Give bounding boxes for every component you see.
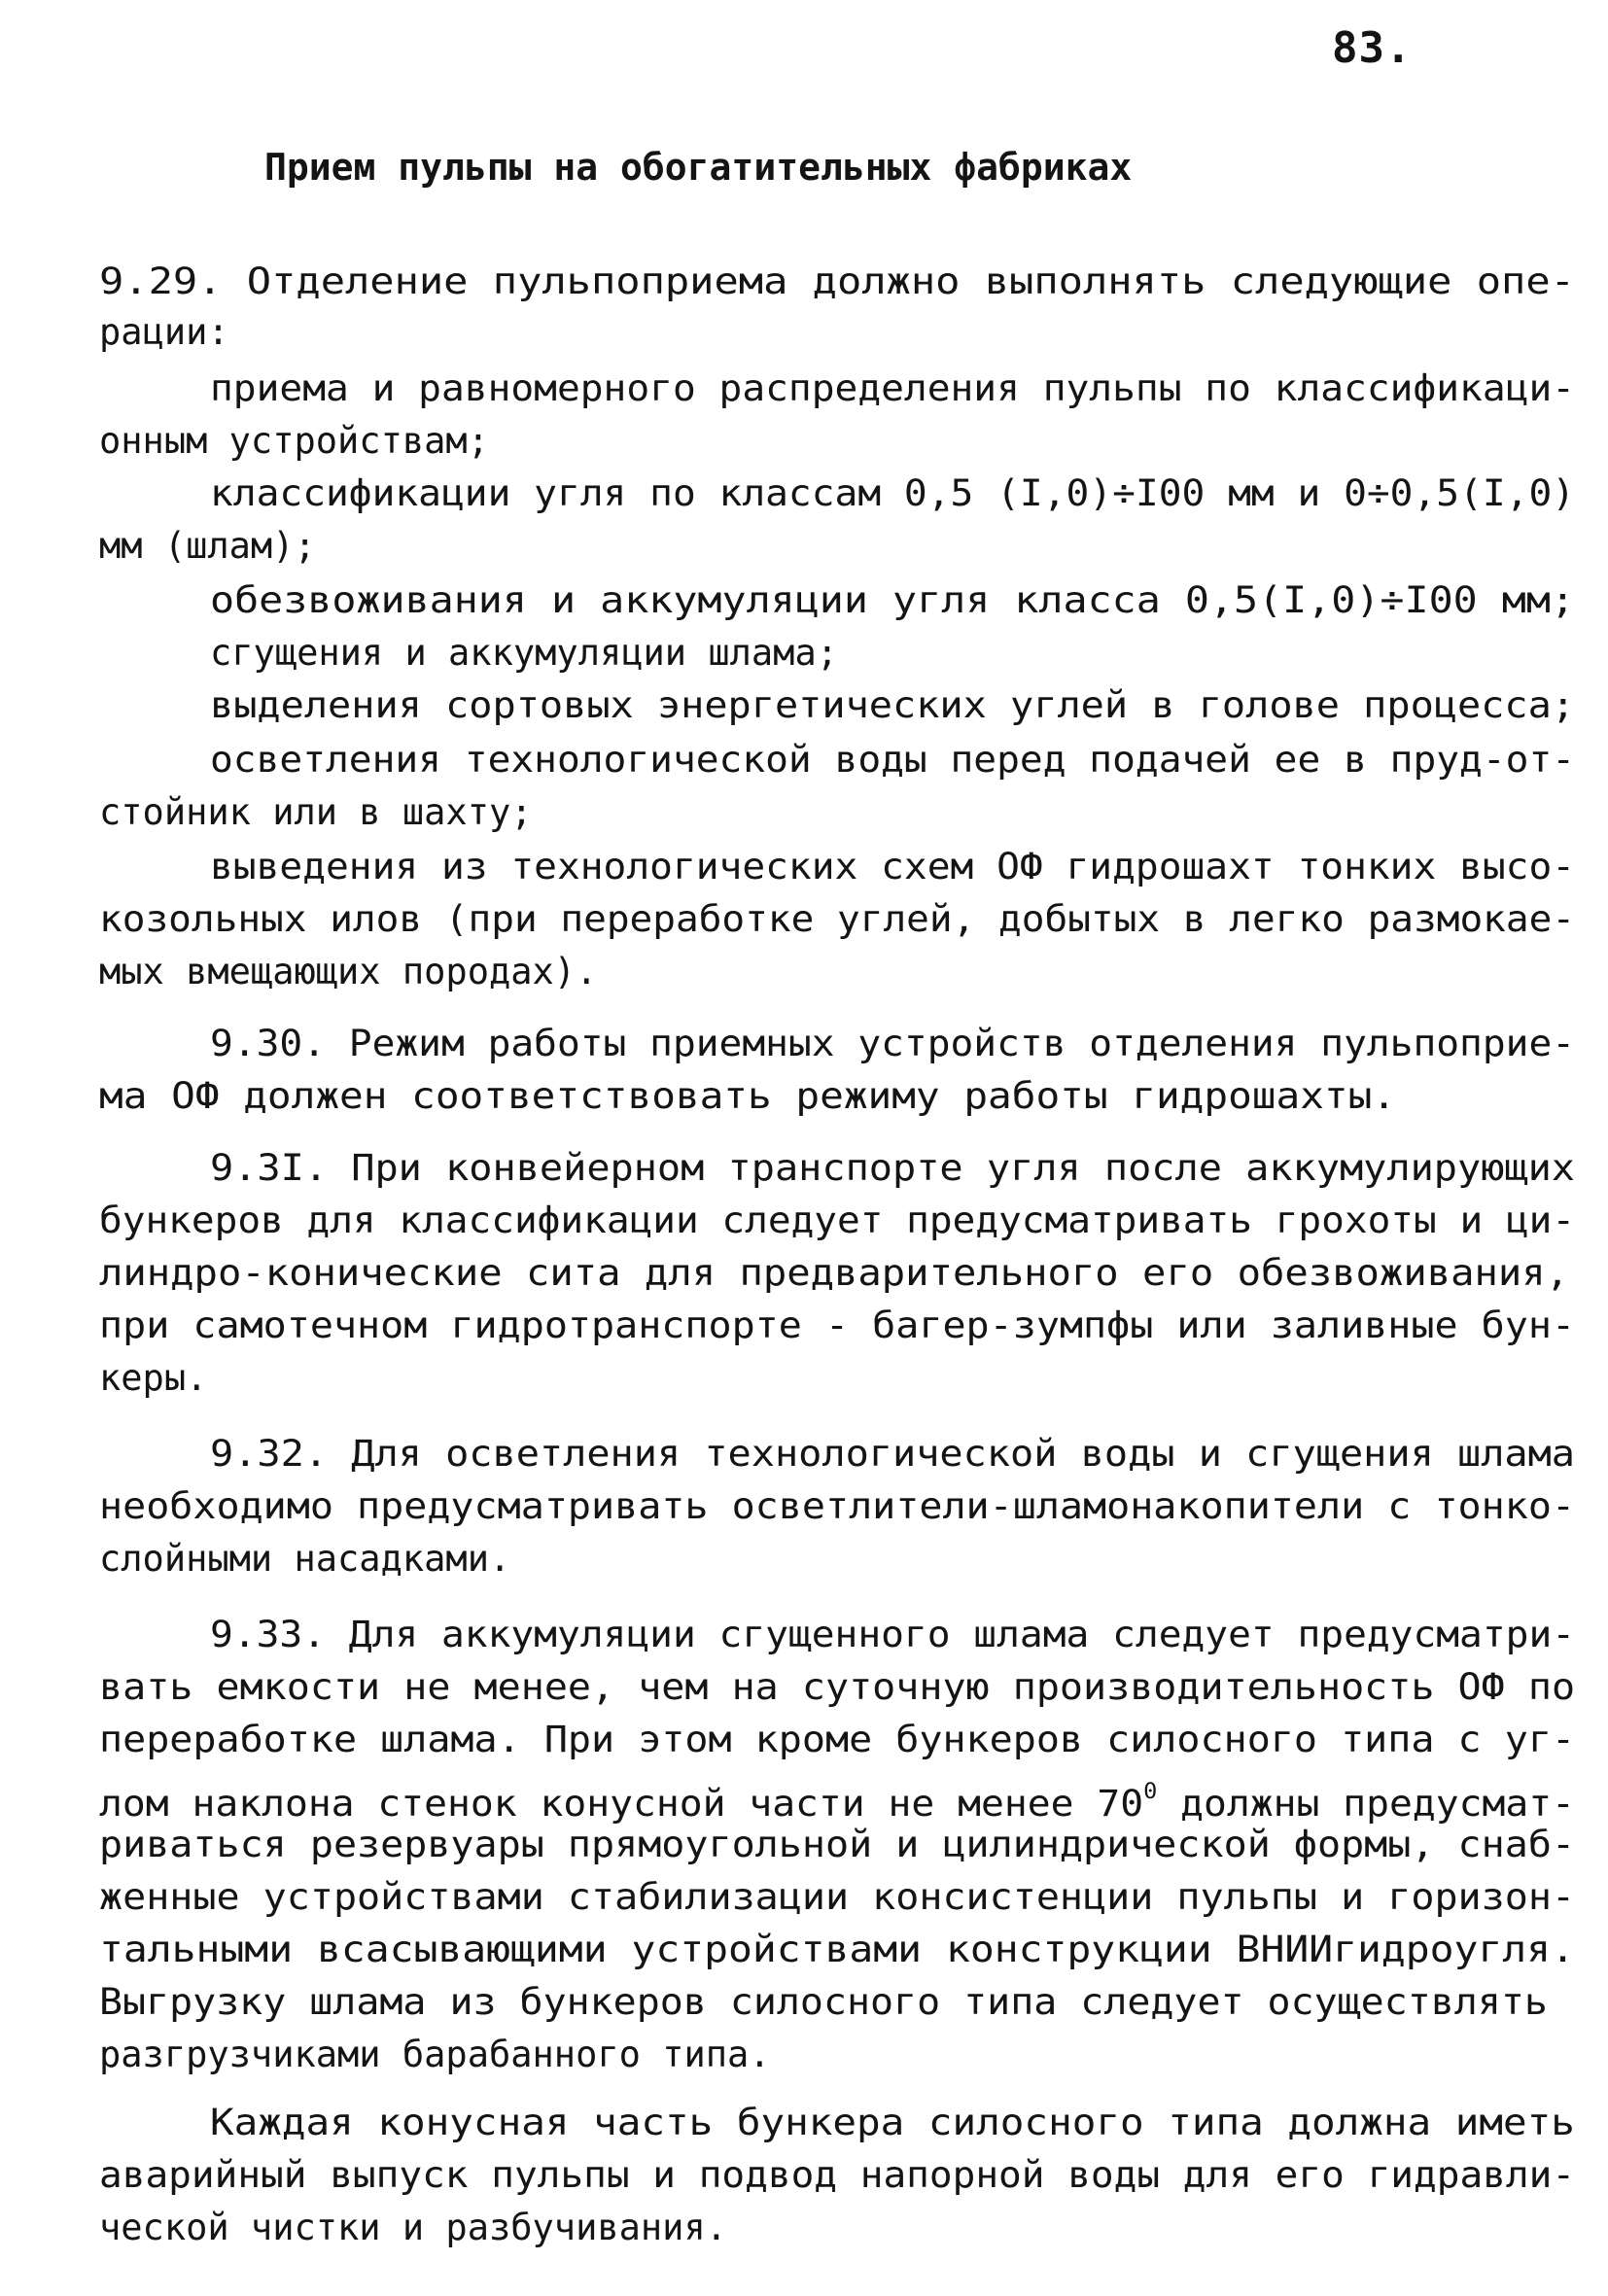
text-segment: должны предусмат- <box>1157 1783 1575 1825</box>
text-line: стойник или в шахту; <box>99 791 533 833</box>
text-line: керы. <box>99 1357 208 1399</box>
text-line: 9.30. Режим работы приемных устройств отделения пульпоприе- <box>210 1023 1576 1064</box>
text-line: классификации угля по классам 0,5 (I,0)÷I00 мм и 0÷0,5(I,0) <box>210 472 1576 514</box>
text-line: приема и равномерного распределения пульпы по классификаци- <box>210 367 1576 409</box>
text-line: тальными всасывающими устройствами конструкции ВНИИгидроугля. <box>99 1929 1575 1970</box>
text-segment: лом наклона стенок конусной части не менее 70 <box>99 1783 1144 1825</box>
text-line: слойными насадками. <box>99 1538 511 1580</box>
text-line: Каждая конусная часть бункера силосного типа должна иметь <box>210 2102 1575 2143</box>
text-line: Выгрузку шлама из бункеров силосного типа следует осуществлять <box>99 1981 1548 2023</box>
text-line: разгрузчиками барабанного типа. <box>99 2034 771 2075</box>
section-heading: Прием пульпы на обогатительных фабриках <box>264 146 1133 189</box>
text-line: 9.32. Для осветления технологической воды и сгущения шлама <box>210 1433 1576 1475</box>
text-line: риваться резервуары прямоугольной и цилиндрической формы, снаб- <box>99 1824 1576 1865</box>
text-line: вать емкости не менее, чем на суточную производительность ОФ по <box>99 1666 1576 1708</box>
page-number: 83. <box>1332 23 1413 73</box>
text-line: обезвоживания и аккумуляции угля класса 0,5(I,0)÷I00 мм; <box>210 579 1576 621</box>
text-line: сгущения и аккумуляции шлама; <box>210 632 839 674</box>
text-line: козольных илов (при переработке углей, добытых в легко размокае- <box>99 898 1576 940</box>
text-line: рации: <box>99 311 229 353</box>
text-line: при самотечном гидротранспорте - багер-зумпфы или заливные бун- <box>99 1305 1576 1346</box>
text-line: выведения из технологических схем ОФ гидрошахт тонких высо- <box>210 846 1576 887</box>
text-line: линдро-конические сита для предварительного его обезвоживания, <box>99 1252 1570 1294</box>
text-line: осветления технологической воды перед подачей ее в пруд-от- <box>210 739 1576 781</box>
degree-superscript: 0 <box>1143 1780 1158 1804</box>
text-line: аварийный выпуск пульпы и подвод напорной воды для его гидравли- <box>99 2154 1576 2196</box>
text-line: женные устройствами стабилизации консистенции пульпы и горизон- <box>99 1876 1576 1918</box>
text-line: переработке шлама. При этом кроме бункеров силосного типа с уг- <box>99 1719 1576 1760</box>
text-line: необходимо предусматривать осветлители-шламонакопители с тонко- <box>99 1485 1576 1527</box>
text-line: 9.29. Отделение пульпоприема должно выполнять следующие опе- <box>99 261 1575 302</box>
text-line: 9.33. Для аккумуляции сгущенного шлама следует предусматри- <box>210 1614 1576 1655</box>
text-line: мм (шлам); <box>99 525 316 567</box>
text-line: бункеров для классификации следует предусматривать грохоты и ци- <box>99 1200 1576 1241</box>
text-line: мых вмещающих породах). <box>99 951 598 992</box>
text-line: онным устройствам; <box>99 420 489 462</box>
text-line: ческой чистки и разбучивания. <box>99 2207 728 2248</box>
text-line: ма ОФ должен соответствовать режиму работы гидрошахты. <box>99 1075 1397 1117</box>
text-line: выделения сортовых энергетических углей в голове процесса; <box>210 684 1576 726</box>
text-line: 9.3I. При конвейерном транспорте угля после аккумулирующих <box>210 1147 1576 1189</box>
